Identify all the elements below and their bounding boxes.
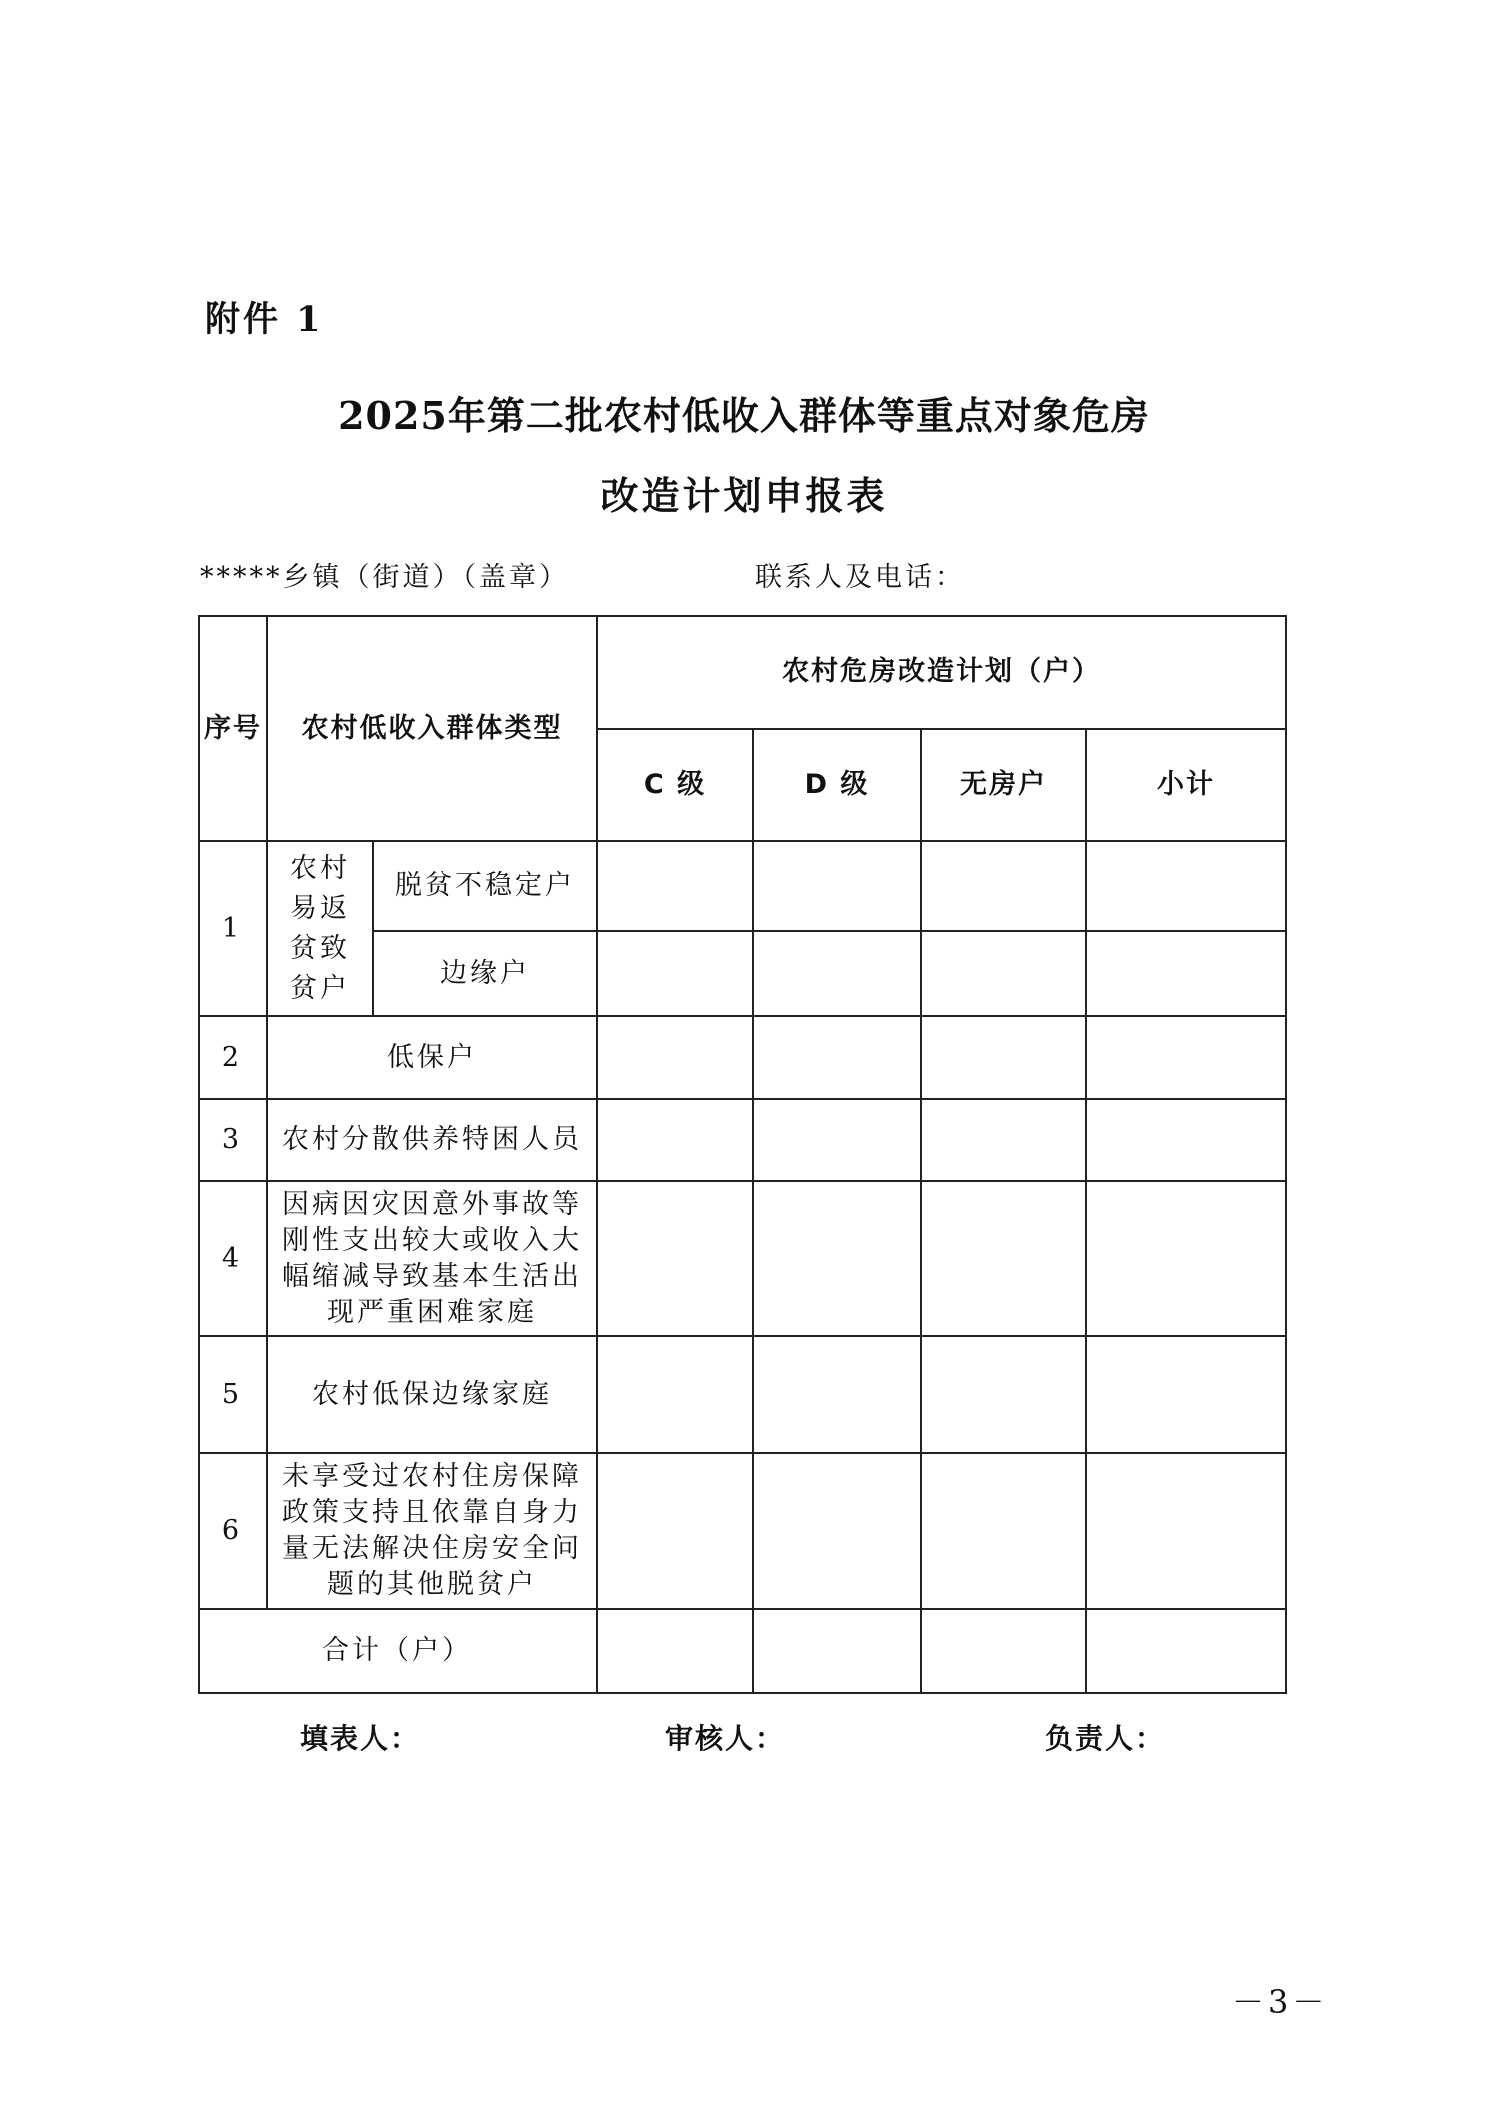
subheader-subtotal: 小计 [1157, 769, 1215, 800]
row-seq: 2 [221, 1041, 243, 1073]
plan-count-cell[interactable] [1087, 1017, 1285, 1098]
plan-count-cell[interactable] [922, 842, 1085, 930]
plan-count-cell[interactable] [1087, 1454, 1285, 1608]
row-type: 未享受过农村住房保障政策支持且依靠自身力量无法解决住房安全问题的其他脱贫户 [282, 1461, 582, 1600]
plan-count-cell[interactable] [754, 1454, 920, 1608]
row-subtype-marginal: 边缘户 [440, 957, 530, 989]
plan-count-cell[interactable] [754, 932, 920, 1015]
plan-count-cell[interactable] [754, 1610, 920, 1692]
plan-count-cell[interactable] [1087, 1337, 1285, 1452]
row-seq: 6 [221, 1515, 243, 1546]
plan-count-cell[interactable] [598, 1454, 752, 1608]
plan-count-cell[interactable] [598, 1017, 752, 1098]
plan-count-cell[interactable] [598, 932, 752, 1015]
plan-count-cell[interactable] [922, 1182, 1085, 1335]
row-type: 农村分散供养特困人员 [282, 1124, 582, 1155]
plan-count-cell[interactable] [598, 1100, 752, 1180]
contact-label: 联系人及电话： [755, 562, 965, 593]
plan-count-cell[interactable] [1087, 1100, 1285, 1180]
form-title-line2: 改造计划申报表 [600, 473, 888, 518]
reviewer-label: 审核人： [665, 1722, 786, 1755]
row-type: 因病因灾因意外事故等刚性支出较大或收入大幅缩减导致基本生活出现严重困难家庭 [282, 1188, 582, 1328]
plan-count-cell[interactable] [598, 1610, 752, 1692]
plan-count-cell[interactable] [1087, 1610, 1285, 1692]
row-seq: 3 [221, 1124, 243, 1155]
principal-label: 负责人： [1045, 1722, 1166, 1755]
subheader-d-grade: D 级 [804, 769, 870, 800]
plan-count-cell[interactable] [598, 1337, 752, 1452]
plan-count-cell[interactable] [1087, 1182, 1285, 1335]
plan-count-cell[interactable] [598, 842, 752, 930]
plan-count-cell[interactable] [754, 1100, 920, 1180]
page-number: －3－ [1232, 1983, 1329, 2021]
row-type: 农村低保边缘家庭 [312, 1378, 552, 1410]
plan-count-cell[interactable] [754, 1337, 920, 1452]
plan-count-cell[interactable] [754, 1017, 920, 1098]
plan-count-cell[interactable] [922, 932, 1085, 1015]
row-group-label: 农村易返贫致贫户 [290, 852, 350, 1004]
header-seq: 序号 [204, 712, 262, 744]
filler-label: 填表人： [300, 1722, 421, 1755]
subheader-no-house: 无房户 [960, 769, 1047, 800]
total-label: 合计（户） [322, 1635, 472, 1666]
header-renovation-plan: 农村危房改造计划（户） [782, 655, 1101, 687]
plan-count-cell[interactable] [598, 1182, 752, 1335]
subheader-c-grade: C 级 [643, 769, 707, 800]
plan-count-cell[interactable] [922, 1017, 1085, 1098]
township-seal-line: *****乡镇（街道）（盖章） [200, 562, 569, 593]
row-subtype-unstable: 脱贫不稳定户 [395, 870, 575, 901]
plan-count-cell[interactable] [754, 842, 920, 930]
plan-count-cell[interactable] [1087, 932, 1285, 1015]
plan-count-cell[interactable] [754, 1182, 920, 1335]
row-seq: 5 [221, 1378, 243, 1410]
header-group-type: 农村低收入群体类型 [301, 712, 563, 744]
plan-count-cell[interactable] [922, 1610, 1085, 1692]
attachment-label: 附件 1 [205, 299, 324, 340]
row-type: 低保户 [387, 1041, 477, 1073]
plan-count-cell[interactable] [1087, 842, 1285, 930]
plan-count-cell[interactable] [922, 1100, 1085, 1180]
row-seq: 1 [221, 912, 243, 944]
form-title-line1: 2025年第二批农村低收入群体等重点对象危房 [338, 393, 1150, 438]
plan-count-cell[interactable] [922, 1337, 1085, 1452]
plan-count-cell[interactable] [922, 1454, 1085, 1608]
row-seq: 4 [221, 1242, 243, 1274]
